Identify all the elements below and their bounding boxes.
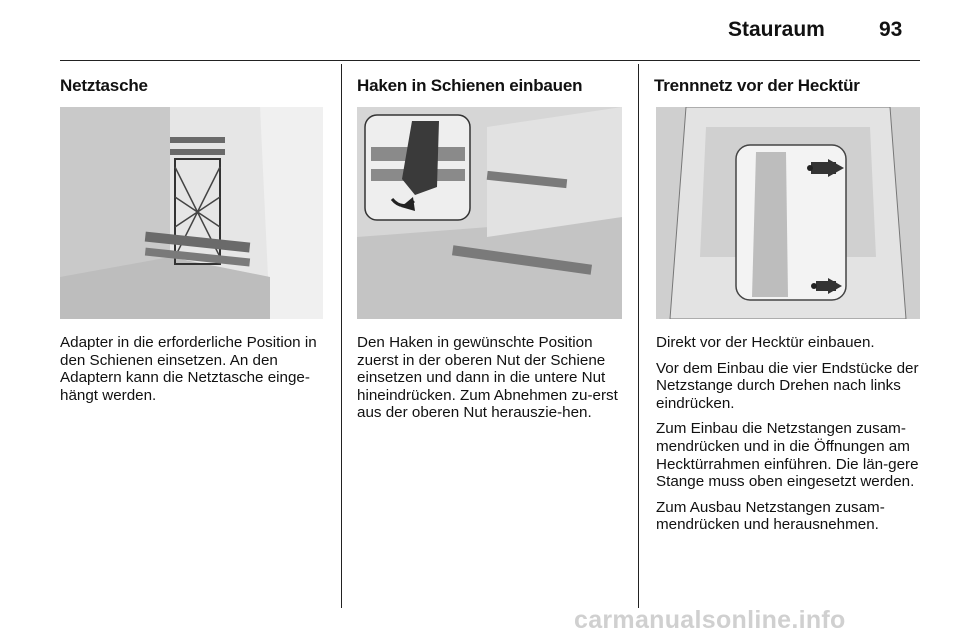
column-haken: [357, 76, 625, 96]
paragraph: Direkt vor der Hecktür einbauen.: [656, 334, 875, 351]
paragraph: Zum Einbau die Netzstangen zusam-mendrücken und in die Öffnungen am Hecktürrahmen einführen. Die län-gere Stange muss oben eingesetzt werden.: [656, 420, 919, 491]
section-title: Stauraum: [728, 18, 825, 41]
heading-netztasche: Netztasche: [60, 76, 148, 95]
paragraph: Zum Ausbau Netzstangen zusam-mendrücken und herausnehmen.: [656, 498, 885, 534]
paragraph: Den Haken in gewünschte Position zuerst in der oberen Nut der Schiene einsetzen und dann in die untere Nut hineindrücken. Zum Abnehmen zu-erst aus der oberen Nut herauszie-hen.: [357, 334, 618, 422]
column-netztasche: [60, 76, 328, 96]
body-netztasche: [60, 334, 328, 412]
hook-rail-illustration: [357, 107, 622, 319]
heading-trennnetz: Trennnetz vor der Hecktür: [654, 76, 860, 95]
body-haken: [357, 334, 625, 430]
luggage-net-illustration: [60, 107, 323, 319]
column-divider-2: [638, 64, 639, 608]
heading-haken: Haken in Schienen einbauen: [357, 76, 583, 95]
watermark: carmanualsonline.info: [574, 606, 846, 634]
paragraph: Adapter in die erforderliche Position in den Schienen einsetzen. An den Adaptern kann die Netztasche einge-hängt werden.: [60, 334, 317, 404]
header-divider: [60, 60, 920, 61]
paragraph: Vor dem Einbau die vier Endstücke der Netzstange durch Drehen nach links eindrücken.: [656, 359, 919, 412]
column-divider-1: [341, 64, 342, 608]
column-trennnetz: [654, 76, 922, 96]
page-number: 93: [879, 18, 903, 41]
partition-net-illustration: [656, 107, 920, 319]
body-trennnetz: [656, 334, 924, 542]
